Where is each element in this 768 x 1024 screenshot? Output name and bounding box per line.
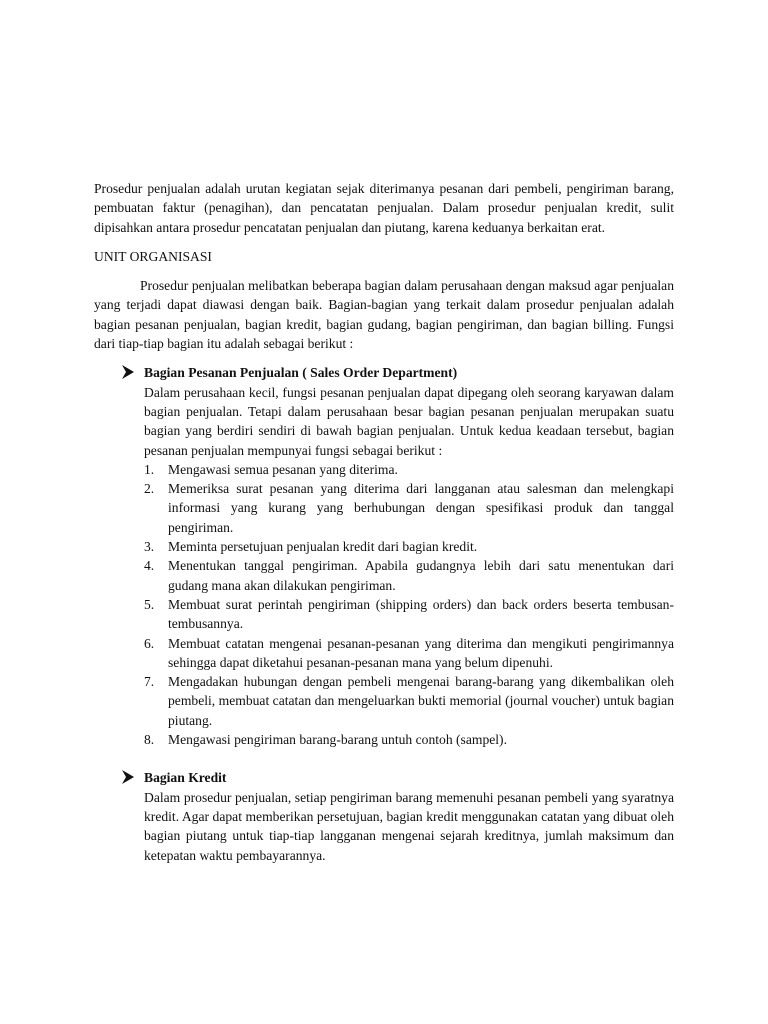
list-item-text: Menentukan tanggal pengiriman. Apabila gudangnya lebih dari satu menentukan dari gudang mana akan dilakukan pengiriman.	[168, 558, 674, 593]
list-item	[144, 672, 674, 730]
list-item-number: 3.	[144, 539, 155, 555]
list-item	[144, 730, 674, 749]
section-sales-order-department	[144, 363, 674, 749]
list-item-number: 2.	[144, 481, 155, 497]
arrowhead-bullet-icon	[121, 364, 135, 380]
list-item-text: Meminta persetujuan penjualan kredit dari bagian kredit.	[168, 539, 478, 555]
list-item-number: 4.	[144, 558, 155, 574]
section-bagian-kredit	[144, 768, 674, 864]
section-title: Bagian Pesanan Penjualan ( Sales Order Department)	[144, 365, 458, 381]
list-item-text: Memeriksa surat pesanan yang diterima dari langganan atau salesman dan melengkapi informasi yang kurang yang berhubungan dengan spesifikasi produk dan tanggal pengiriman.	[168, 481, 674, 535]
section-paragraph: Dalam perusahaan kecil, fungsi pesanan penjualan dapat dipegang oleh seorang karyawan dalam bagian penjualan. Tetapi dalam perusahaan besar bagian pesanan penjualan merupakan suatu bagian yang berdiri sendiri di bawah bagian penjualan. Untuk kedua keadaan tersebut, bagian pesanan penjualan mempunyai fungsi sebagai berikut :	[144, 384, 674, 458]
list-item	[144, 595, 674, 634]
function-list	[144, 460, 674, 749]
list-item-number: 5.	[144, 596, 155, 612]
intro-paragraph: Prosedur penjualan adalah urutan kegiatan sejak diterimanya pesanan dari pembeli, pengiriman barang, pembuatan faktur (penagihan), dan pencatatan penjualan. Dalam prosedur penjualan kredit, sulit dipisahkan antara prosedur pencatatan penjualan dan piutang, karena keduanya berkaitan erat.	[94, 181, 674, 235]
list-item	[144, 634, 674, 673]
list-item	[144, 556, 674, 595]
list-item-number: 7.	[144, 674, 155, 690]
list-item-text: Membuat catatan mengenai pesanan-pesanan yang diterima dan mengikuti pengirimannya sehingga dapat diketahui pesanan-pesanan mana yang belum dipenuhi.	[168, 635, 674, 670]
list-item	[144, 479, 674, 537]
section-title: Bagian Kredit	[144, 770, 227, 786]
arrowhead-bullet-icon	[121, 769, 135, 785]
list-item-text: Mengawasi pengiriman barang-barang untuh contoh (sampel).	[168, 732, 507, 748]
list-item	[144, 537, 674, 556]
list-item-number: 6.	[144, 635, 155, 651]
list-item-number: 8.	[144, 732, 155, 748]
list-item-text: Mengadakan hubungan dengan pembeli mengenai barang-barang yang dikembalikan oleh pembeli, membuat catatan dan mengeluarkan bukti memorial (journal voucher) untuk bagian piutang.	[168, 674, 674, 728]
section-heading-unit-organisasi: UNIT ORGANISASI	[94, 248, 212, 264]
unit-organisasi-paragraph: Prosedur penjualan melibatkan beberapa bagian dalam perusahaan dengan maksud agar penjualan yang terjadi dapat diawasi dengan baik. Bagian-bagian yang terkait dalam prosedur penjualan adalah bagian pesanan penjualan, bagian kredit, bagian gudang, bagian pengiriman, dan bagian billing. Fungsi dari tiap-tiap bagian itu adalah sebagai berikut :	[94, 278, 674, 352]
list-item	[144, 460, 674, 479]
document-page	[94, 179, 674, 865]
list-item-text: Membuat surat perintah pengiriman (shipping orders) dan back orders beserta tembusan-tembusannya.	[168, 596, 674, 632]
list-item-number: 1.	[144, 461, 155, 477]
list-item-text: Mengawasi semua pesanan yang diterima.	[168, 461, 398, 477]
section-paragraph: Dalam prosedur penjualan, setiap pengiriman barang memenuhi pesanan pembeli yang syaratnya kredit. Agar dapat memberikan persetujuan, bagian kredit menggunakan catatan yang dibuat oleh bagian piutang untuk tiap-tiap langganan mengenai sejarah kreditnya, jumlah maksimum dan ketepatan waktu pembayarannya.	[144, 789, 674, 863]
